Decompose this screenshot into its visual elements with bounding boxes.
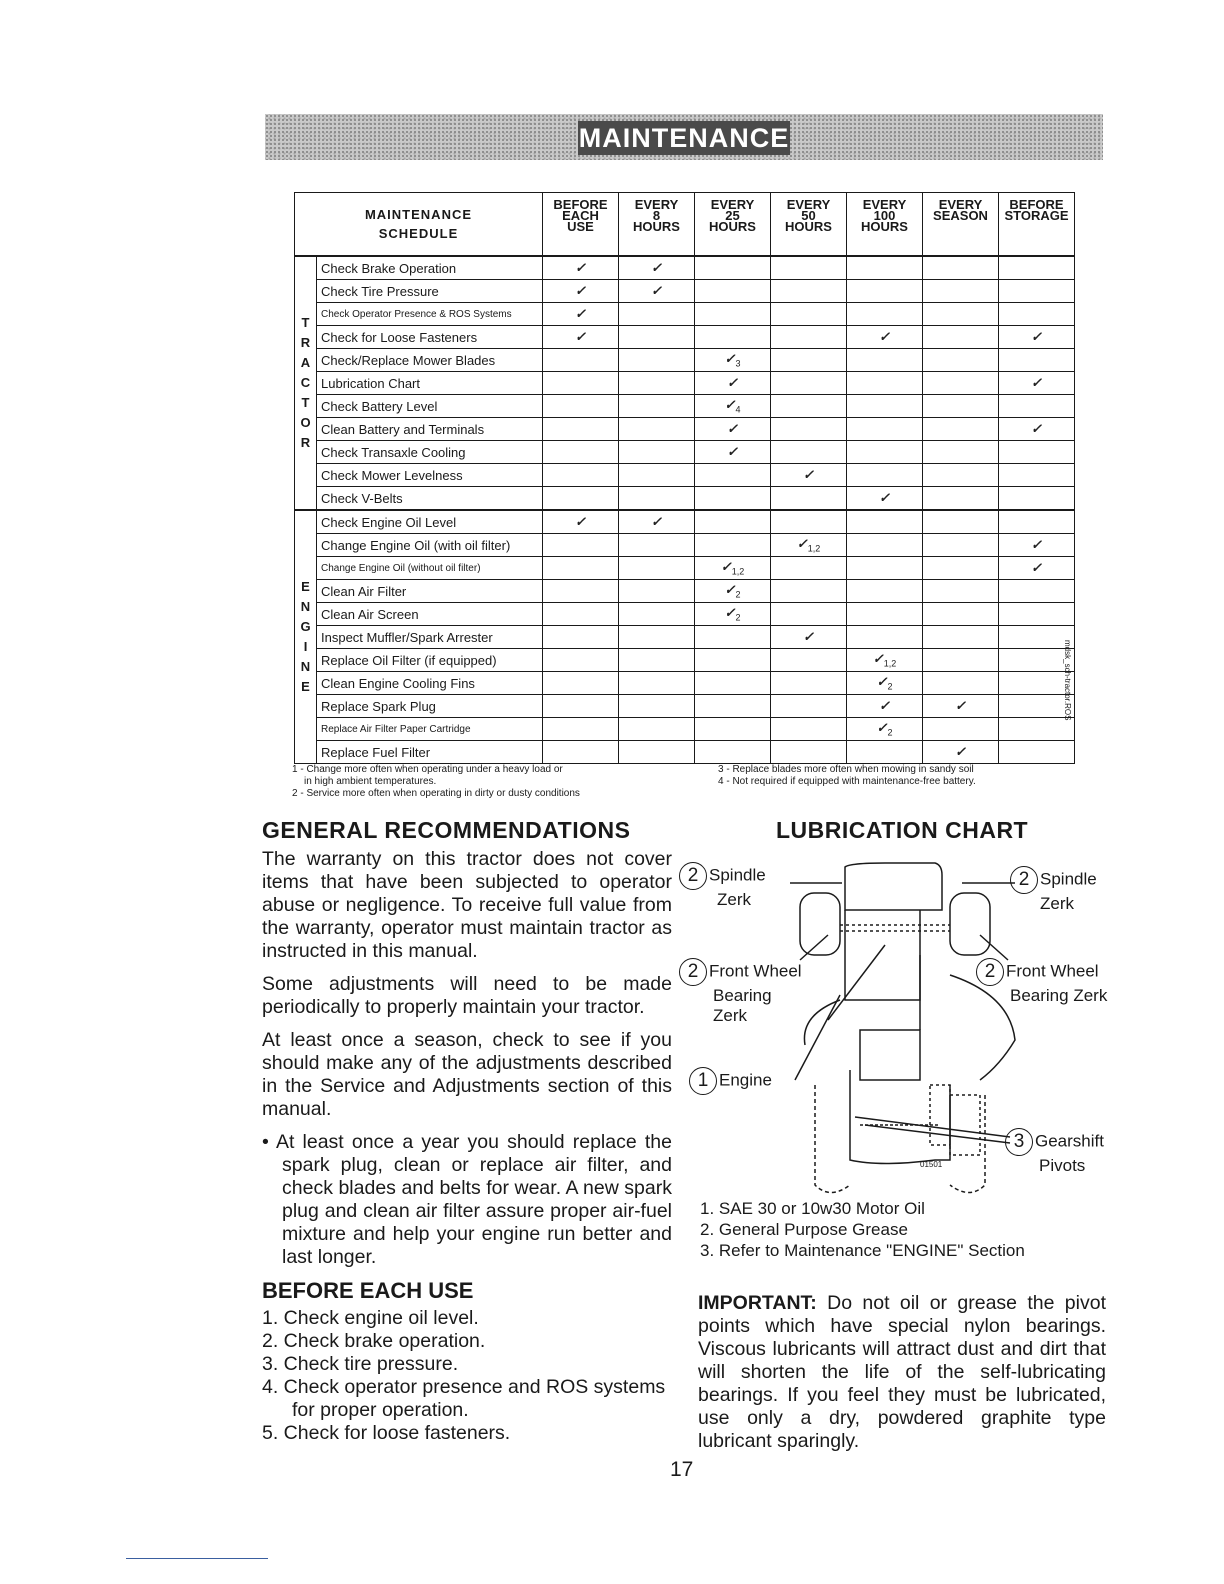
schedule-check-cell (619, 303, 695, 326)
schedule-check-cell: $✓_{1,2}$ (695, 557, 771, 580)
schedule-check-cell (923, 580, 999, 603)
schedule-check-cell (771, 256, 847, 280)
schedule-check-cell: $✓_3$ (695, 349, 771, 372)
task-name: Check for Loose Fasteners (317, 326, 543, 349)
task-name: Check/Replace Mower Blades (317, 349, 543, 372)
table-row (295, 534, 1075, 557)
column-header: EVERY 100 HOURS (847, 193, 923, 257)
list-item: 3. Refer to Maintenance "ENGINE" Section (700, 1241, 1025, 1260)
schedule-check-cell (543, 395, 619, 418)
task-name: Clean Air Screen (317, 603, 543, 626)
schedule-check-cell (771, 303, 847, 326)
general-bullet: • At least once a year you should replace the spark plug, clean or replace air filter, and check blades and belts for wear. A new spark plug and clean air filter assure proper air-fuel mixture and help your engine run better and last longer. (262, 1131, 672, 1268)
schedule-check-cell (923, 487, 999, 511)
table-row (295, 280, 1075, 303)
table-row (295, 741, 1075, 764)
schedule-check-cell (923, 741, 999, 764)
schedule-check-cell (847, 303, 923, 326)
schedule-check-cell (847, 349, 923, 372)
schedule-check-cell (695, 534, 771, 557)
schedule-check-cell (771, 649, 847, 672)
schedule-check-cell (923, 349, 999, 372)
column-header: EVERY 50 HOURS (771, 193, 847, 257)
side-code: mdsk_sch-tractor.ROS (1063, 640, 1072, 721)
schedule-check-cell (695, 741, 771, 764)
check-icon: ✓ (727, 375, 738, 390)
schedule-check-cell (695, 256, 771, 280)
check-icon: ✓ (724, 351, 736, 367)
schedule-check-cell (847, 256, 923, 280)
task-name: Clean Engine Cooling Fins (317, 672, 543, 695)
schedule-check-cell (923, 603, 999, 626)
general-text: The warranty on this tractor does not cover items that have been subjected to operator abuse or negligence. To receive full value from the warranty, operator must maintain tractor as instructed in this manual. Some adjustments will need to be made periodically to properly maintain your tractor. At least once a season, check to see if you should make any of the adjustments described in the Service and Adjustments section of this manual. • At least once a year you should replace the spark plug, clean or replace air filter, and check blades and belts for wear. A new spark plug and clean air filter assure proper air-fuel mixture and help your engine run better and last longer. (262, 848, 672, 1268)
schedule-check-cell (543, 464, 619, 487)
page-title: MAINTENANCE (578, 123, 790, 153)
schedule-check-cell (771, 487, 847, 511)
schedule-check-cell (923, 303, 999, 326)
table-row (295, 580, 1075, 603)
table-row (295, 603, 1075, 626)
table-row (295, 695, 1075, 718)
schedule-check-cell (619, 441, 695, 464)
list-item: 2. Check brake operation. (262, 1330, 486, 1352)
schedule-check-cell (923, 695, 999, 718)
schedule-check-cell (619, 695, 695, 718)
schedule-check-cell (999, 464, 1075, 487)
task-name: Replace Air Filter Paper Cartridge (317, 718, 543, 741)
check-icon: ✓ (724, 605, 736, 621)
maintenance-schedule-table (294, 192, 1075, 764)
schedule-check-cell (695, 649, 771, 672)
schedule-check-cell (923, 718, 999, 741)
schedule-check-cell (847, 487, 923, 511)
before-each-use-list (262, 1307, 672, 1445)
task-name: Check Tire Pressure (317, 280, 543, 303)
footer-rule (126, 1558, 268, 1559)
schedule-check-cell (695, 441, 771, 464)
footnotes-right: 3 - Replace blades more often when mowing in sandy soil 4 - Not required if equipped with maintenance-free battery. (718, 764, 976, 787)
schedule-check-cell (619, 372, 695, 395)
task-name: Change Engine Oil (with oil filter) (317, 534, 543, 557)
schedule-check-cell (619, 326, 695, 349)
check-icon: ✓ (796, 536, 808, 552)
check-icon: ✓ (1031, 560, 1042, 575)
table-row (295, 510, 1075, 534)
schedule-check-cell (543, 649, 619, 672)
schedule-check-cell (619, 557, 695, 580)
schedule-check-cell (619, 464, 695, 487)
schedule-check-cell (695, 372, 771, 395)
check-icon: ✓ (955, 698, 966, 713)
schedule-check-cell (771, 280, 847, 303)
list-item: 1. Check engine oil level. (262, 1307, 479, 1329)
front-wheel-bearing-right-label: 2 Front Wheel Bearing Zerk (976, 958, 1107, 1006)
schedule-check-cell (543, 603, 619, 626)
schedule-check-cell (619, 534, 695, 557)
schedule-check-cell (695, 326, 771, 349)
schedule-check-cell (771, 718, 847, 741)
schedule-check-cell (619, 510, 695, 534)
schedule-check-cell (619, 256, 695, 280)
schedule-check-cell (999, 418, 1075, 441)
schedule-check-cell (923, 534, 999, 557)
schedule-check-cell (999, 741, 1075, 764)
task-name: Check V-Belts (317, 487, 543, 511)
schedule-check-cell (923, 464, 999, 487)
task-name: Check Brake Operation (317, 256, 543, 280)
schedule-check-cell: $✓_2$ (695, 580, 771, 603)
schedule-check-cell (543, 557, 619, 580)
schedule-check-cell (543, 349, 619, 372)
schedule-check-cell (619, 580, 695, 603)
schedule-check-cell (923, 672, 999, 695)
schedule-check-cell (923, 280, 999, 303)
check-icon: ✓ (727, 444, 738, 459)
front-wheel-bearing-left-label: 2 Front Wheel Bearing Zerk (679, 958, 802, 1026)
table-row (295, 487, 1075, 511)
schedule-check-cell (847, 580, 923, 603)
rear-body (850, 1070, 950, 1164)
table-row (295, 256, 1075, 280)
schedule-check-cell (923, 395, 999, 418)
check-icon: ✓ (1031, 421, 1042, 436)
right-front-wheel (950, 893, 990, 955)
schedule-check-cell (543, 718, 619, 741)
general-heading: GENERAL RECOMMENDATIONS (262, 817, 631, 843)
schedule-check-cell (695, 510, 771, 534)
task-name: Check Mower Levelness (317, 464, 543, 487)
schedule-check-cell (771, 580, 847, 603)
schedule-check-cell (543, 580, 619, 603)
schedule-check-cell (771, 741, 847, 764)
hood-outline (845, 863, 942, 910)
table-row (295, 464, 1075, 487)
lubrication-notes (700, 1198, 1120, 1261)
check-icon: ✓ (727, 421, 738, 436)
schedule-check-cell: $✓_{1,2}$ (847, 649, 923, 672)
check-icon: ✓ (879, 698, 890, 713)
group-label: T R A C T O R (295, 256, 317, 510)
task-name: Check Battery Level (317, 395, 543, 418)
schedule-check-cell (619, 672, 695, 695)
schedule-check-cell (543, 626, 619, 649)
task-name: Check Transaxle Cooling (317, 441, 543, 464)
schedule-check-cell (695, 464, 771, 487)
schedule-check-cell (847, 510, 923, 534)
schedule-check-cell (999, 580, 1075, 603)
table-row (295, 418, 1075, 441)
schedule-check-cell (619, 649, 695, 672)
spindle-zerk-left-label: 2 Spindle Zerk (679, 862, 766, 910)
schedule-check-cell (847, 695, 923, 718)
schedule-check-cell: $✓_2$ (695, 603, 771, 626)
column-header: EVERY SEASON (923, 193, 999, 257)
schedule-check-cell (923, 256, 999, 280)
task-name: Change Engine Oil (without oil filter) (317, 557, 543, 580)
seat (860, 1030, 920, 1080)
schedule-check-cell (543, 672, 619, 695)
schedule-check-cell (695, 672, 771, 695)
schedule-check-cell (847, 603, 923, 626)
schedule-check-cell (771, 349, 847, 372)
column-header: BEFORE STORAGE (999, 193, 1075, 257)
schedule-check-cell (847, 372, 923, 395)
schedule-check-cell (695, 418, 771, 441)
schedule-check-cell (999, 395, 1075, 418)
schedule-check-cell (923, 326, 999, 349)
schedule-check-cell (543, 256, 619, 280)
schedule-check-cell (999, 441, 1075, 464)
before-each-use-heading: BEFORE EACH USE (262, 1278, 474, 1303)
table-row (295, 557, 1075, 580)
schedule-check-cell (543, 326, 619, 349)
check-icon: ✓ (1031, 329, 1042, 344)
check-icon: ✓ (876, 674, 888, 690)
schedule-check-cell (771, 557, 847, 580)
table-row (295, 441, 1075, 464)
schedule-check-cell (847, 326, 923, 349)
schedule-check-cell (771, 441, 847, 464)
frame (845, 910, 920, 1000)
schedule-check-cell (771, 626, 847, 649)
schedule-check-cell (619, 395, 695, 418)
schedule-check-cell (771, 510, 847, 534)
schedule-check-cell (771, 672, 847, 695)
task-name: Lubrication Chart (317, 372, 543, 395)
schedule-check-cell (543, 510, 619, 534)
schedule-check-cell (619, 603, 695, 626)
schedule-check-cell (847, 534, 923, 557)
check-icon: ✓ (651, 260, 662, 275)
schedule-check-cell (771, 603, 847, 626)
schedule-check-cell (543, 534, 619, 557)
check-icon: ✓ (575, 260, 586, 275)
schedule-check-cell (847, 626, 923, 649)
check-icon: ✓ (575, 329, 586, 344)
task-name: Check Operator Presence & ROS Systems (317, 303, 543, 326)
column-header: EVERY 25 HOURS (695, 193, 771, 257)
schedule-check-cell (619, 626, 695, 649)
check-icon: ✓ (1031, 537, 1042, 552)
schedule-check-cell (999, 303, 1075, 326)
table-row (295, 672, 1075, 695)
schedule-check-cell (619, 741, 695, 764)
schedule-check-cell (999, 603, 1075, 626)
schedule-check-cell (847, 395, 923, 418)
task-name: Clean Air Filter (317, 580, 543, 603)
group-label: E N G I N E (295, 510, 317, 764)
task-name: Replace Oil Filter (if equipped) (317, 649, 543, 672)
schedule-check-cell (847, 741, 923, 764)
list-item: 4. Check operator presence and ROS systems for proper operation. (262, 1376, 666, 1421)
check-icon: ✓ (872, 651, 884, 667)
schedule-check-cell (543, 741, 619, 764)
left-front-wheel (800, 893, 840, 955)
check-icon: ✓ (575, 306, 586, 321)
schedule-check-cell (771, 326, 847, 349)
list-item: 1. SAE 30 or 10w30 Motor Oil (700, 1199, 925, 1218)
schedule-check-cell (999, 487, 1075, 511)
schedule-check-cell (847, 464, 923, 487)
schedule-check-cell (923, 418, 999, 441)
schedule-check-cell: $✓_2$ (847, 718, 923, 741)
table-row (295, 349, 1075, 372)
schedule-check-cell (923, 649, 999, 672)
schedule-check-cell (999, 326, 1075, 349)
schedule-check-cell (771, 418, 847, 441)
schedule-check-cell (771, 695, 847, 718)
schedule-check-cell (695, 718, 771, 741)
schedule-check-cell (999, 280, 1075, 303)
schedule-check-cell (619, 418, 695, 441)
gearshift-pivots-label: 3 Gearshift Pivots (1005, 1128, 1104, 1176)
table-row (295, 326, 1075, 349)
schedule-check-cell (847, 418, 923, 441)
task-name: Inspect Muffler/Spark Arrester (317, 626, 543, 649)
schedule-check-cell (619, 349, 695, 372)
check-icon: ✓ (724, 582, 736, 598)
table-row (295, 372, 1075, 395)
check-icon: ✓ (575, 283, 586, 298)
table-row (295, 626, 1075, 649)
check-icon: ✓ (879, 329, 890, 344)
check-icon: ✓ (876, 720, 888, 736)
important-note: IMPORTANT: Do not oil or grease the pivot points which have special nylon bearings. Viscous lubricants will attract dust and dirt that will shorten the life of the self-lubricating bearings. If you feel they must be lubricated, use only a dry, powdered graphite type lubricant sparingly. (698, 1292, 1106, 1452)
schedule-check-cell: $✓_4$ (695, 395, 771, 418)
spindle-zerk-right-label: 2 Spindle Zerk (1010, 866, 1097, 914)
schedule-check-cell (543, 418, 619, 441)
task-name: Check Engine Oil Level (317, 510, 543, 534)
schedule-check-cell (543, 303, 619, 326)
table-row (295, 303, 1075, 326)
schedule-check-cell (695, 280, 771, 303)
check-icon: ✓ (651, 514, 662, 529)
schedule-check-cell (923, 557, 999, 580)
task-name: Clean Battery and Terminals (317, 418, 543, 441)
check-icon: ✓ (955, 744, 966, 759)
list-item: 5. Check for loose fasteners. (262, 1422, 511, 1444)
schedule-check-cell (543, 280, 619, 303)
schedule-check-cell (999, 557, 1075, 580)
check-icon: ✓ (575, 514, 586, 529)
check-icon: ✓ (803, 629, 814, 644)
schedule-check-cell (923, 441, 999, 464)
schedule-check-cell: $✓_{1,2}$ (771, 534, 847, 557)
task-name: Replace Spark Plug (317, 695, 543, 718)
schedule-title: MAINTENANCE SCHEDULE (295, 193, 543, 257)
schedule-check-cell (847, 557, 923, 580)
schedule-check-cell (771, 395, 847, 418)
table-row (295, 649, 1075, 672)
column-header: BEFORE EACH USE (543, 193, 619, 257)
schedule-check-cell (619, 718, 695, 741)
schedule-check-cell (543, 487, 619, 511)
check-icon: ✓ (803, 467, 814, 482)
lubrication-heading: LUBRICATION CHART (776, 817, 1029, 843)
schedule-check-cell (999, 534, 1075, 557)
footnotes-left: 1 - Change more often when operating under a heavy load or in high ambient temperatures. 2 - Service more often when operating in dirty or dusty conditions (292, 764, 580, 799)
schedule-check-cell (619, 280, 695, 303)
column-header: EVERY 8 HOURS (619, 193, 695, 257)
check-icon: ✓ (724, 397, 736, 413)
schedule-check-cell (543, 441, 619, 464)
schedule-check-cell (695, 303, 771, 326)
engine-label: 1 Engine (689, 1067, 772, 1095)
schedule-check-cell (999, 256, 1075, 280)
table-row (295, 718, 1075, 741)
check-icon: ✓ (720, 559, 732, 575)
schedule-check-cell (695, 626, 771, 649)
schedule-check-cell (771, 372, 847, 395)
schedule-check-cell (999, 718, 1075, 741)
page-number: 17 (670, 1458, 694, 1481)
schedule-check-cell (923, 626, 999, 649)
check-icon: ✓ (1031, 375, 1042, 390)
schedule-check-cell (923, 510, 999, 534)
schedule-check-cell (847, 280, 923, 303)
table-row (295, 395, 1075, 418)
schedule-check-cell (543, 372, 619, 395)
task-name: Replace Fuel Filter (317, 741, 543, 764)
list-item: 2. General Purpose Grease (700, 1220, 908, 1239)
schedule-check-cell (695, 487, 771, 511)
figure-code: 01501 (920, 1160, 943, 1169)
list-item: 3. Check tire pressure. (262, 1353, 459, 1375)
schedule-check-cell (999, 510, 1075, 534)
schedule-check-cell (619, 487, 695, 511)
schedule-check-cell (771, 464, 847, 487)
schedule-check-cell: $✓_2$ (847, 672, 923, 695)
schedule-check-cell (543, 695, 619, 718)
schedule-check-cell (999, 349, 1075, 372)
schedule-check-cell (923, 372, 999, 395)
schedule-check-cell (847, 441, 923, 464)
schedule-check-cell (999, 372, 1075, 395)
check-icon: ✓ (879, 490, 890, 505)
schedule-check-cell (695, 695, 771, 718)
check-icon: ✓ (651, 283, 662, 298)
